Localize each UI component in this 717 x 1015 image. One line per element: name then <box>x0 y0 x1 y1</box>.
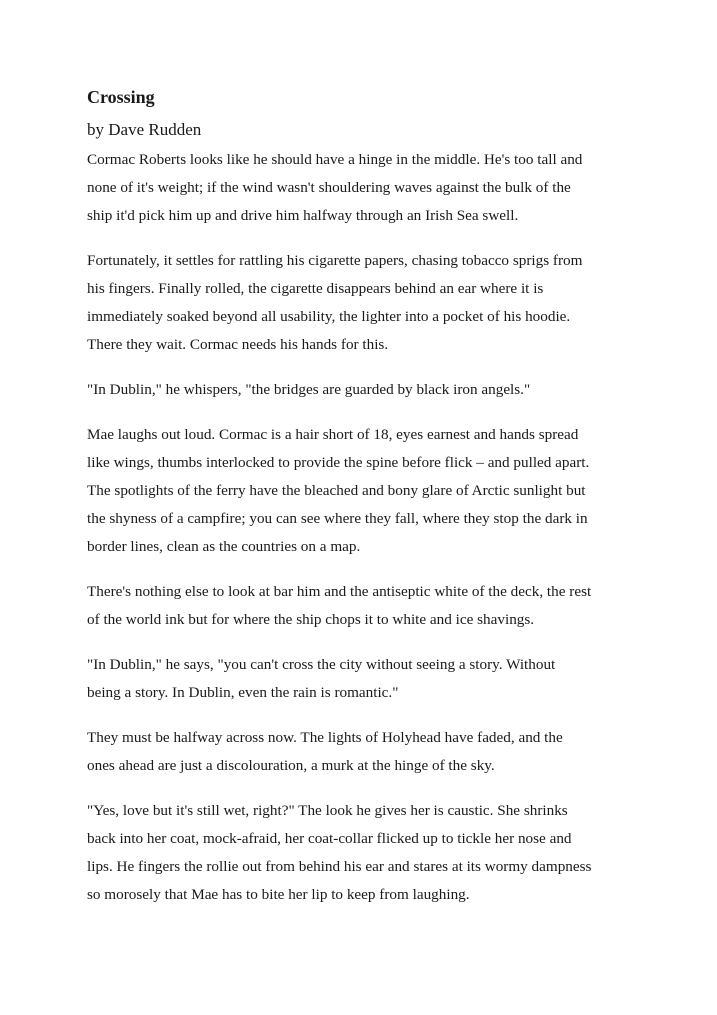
text-line: There they wait. Cormac needs his hands for this. <box>87 336 389 353</box>
text-line: back into her coat, mock-afraid, her coat-collar flicked up to tickle her nose and <box>87 830 572 847</box>
paragraph-6 <box>87 651 647 707</box>
text-line: "In Dublin," he whispers, "the bridges are guarded by black iron angels." <box>87 381 531 398</box>
text-line: The spotlights of the ferry have the bleached and bony glare of Arctic sunlight but <box>87 482 586 499</box>
text-line: so morosely that Mae has to bite her lip to keep from laughing. <box>87 886 470 903</box>
text-line: the shyness of a campfire; you can see where they fall, where they stop the dark in <box>87 510 588 527</box>
paragraph-7 <box>87 724 647 780</box>
paragraph-1 <box>87 146 647 230</box>
text-line: Fortunately, it settles for rattling his cigarette papers, chasing tobacco sprigs from <box>87 252 583 269</box>
text-line: ship it'd pick him up and drive him halfway through an Irish Sea swell. <box>87 207 519 224</box>
document-body <box>87 84 647 926</box>
text-line: of the world ink but for where the ship chops it to white and ice shavings. <box>87 611 535 628</box>
text-line: There's nothing else to look at bar him and the antiseptic white of the deck, the rest <box>87 583 592 600</box>
text-line: "Yes, love but it's still wet, right?" The look he gives her is caustic. She shrinks <box>87 802 568 819</box>
text-line: Mae laughs out loud. Cormac is a hair short of 18, eyes earnest and hands spread <box>87 426 579 443</box>
text-line: ones ahead are just a discolouration, a murk at the hinge of the sky. <box>87 757 495 774</box>
paragraph-5 <box>87 578 647 634</box>
paragraph-8 <box>87 797 647 909</box>
paragraph-2 <box>87 247 647 359</box>
text-line: his fingers. Finally rolled, the cigarette disappears behind an ear where it is <box>87 280 544 297</box>
paragraph-4 <box>87 421 647 561</box>
text-line: They must be halfway across now. The lights of Holyhead have faded, and the <box>87 729 563 746</box>
story-byline: by Dave Rudden <box>87 120 202 139</box>
text-line: immediately soaked beyond all usability, the lighter into a pocket of his hoodie. <box>87 308 571 325</box>
text-line: lips. He fingers the rollie out from behind his ear and stares at its wormy dampness <box>87 858 592 875</box>
text-line: border lines, clean as the countries on a map. <box>87 538 361 555</box>
text-line: "In Dublin," he says, "you can't cross the city without seeing a story. Without <box>87 656 556 673</box>
text-line: none of it's weight; if the wind wasn't shouldering waves against the bulk of the <box>87 179 571 196</box>
story-title: Crossing <box>87 87 155 107</box>
text-line: Cormac Roberts looks like he should have a hinge in the middle. He's too tall and <box>87 151 583 168</box>
paragraph-3 <box>87 376 647 404</box>
text-line: being a story. In Dublin, even the rain is romantic." <box>87 684 399 701</box>
text-line: like wings, thumbs interlocked to provide the spine before flick – and pulled apart. <box>87 454 590 471</box>
